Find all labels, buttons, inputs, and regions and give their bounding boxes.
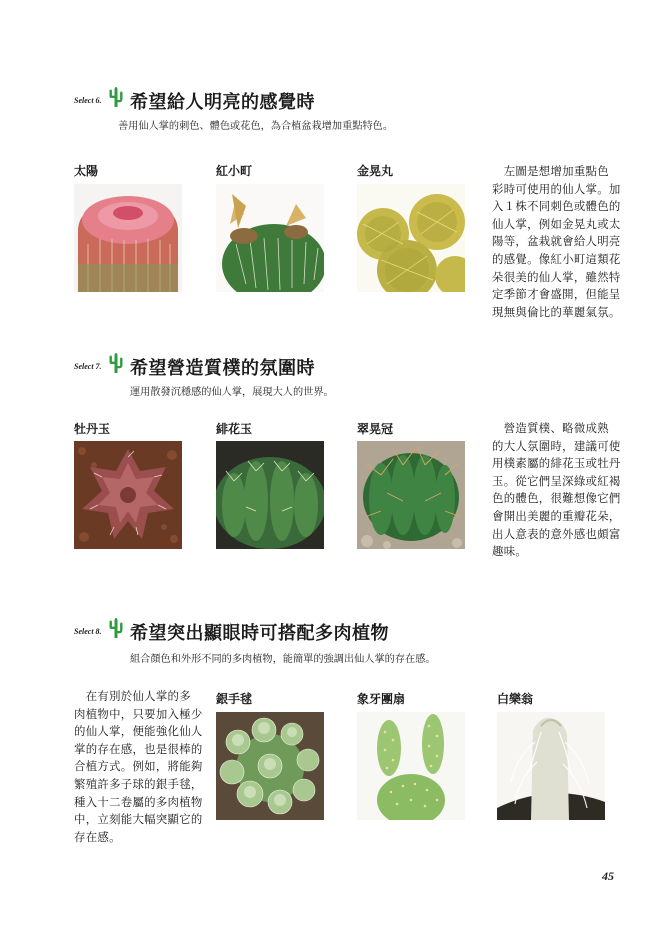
plant-photo-hibanadama <box>216 441 324 549</box>
cactus-icon <box>108 86 124 108</box>
plant-label: 象牙團扇 <box>357 692 406 706</box>
select-label: Select 6. <box>74 96 102 105</box>
plant-photo-benikomachi <box>216 184 324 292</box>
plant-label: 牡丹玉 <box>74 422 111 436</box>
select-label: Select 8. <box>74 627 102 636</box>
plant-photo-zougedanan <box>357 712 465 820</box>
plant-label: 翠晃冠 <box>357 422 394 436</box>
plant-label: 太陽 <box>74 164 99 178</box>
plant-photo-kinkomaru <box>357 184 465 292</box>
plant-photo-botandama <box>74 441 182 549</box>
plant-label: 紅小町 <box>216 164 253 178</box>
plant-photo-suikoukan <box>357 441 465 549</box>
section-paragraph: 在有別於仙人掌的多 肉植物中，只要加入極少 的仙人掌，便能強化仙人 掌的存在感，也是很棒的 合植方式。例如，將能夠 繁殖許多子球的銀手毬， 種入十二卷屬的多肉植物 中，立刻能大幅突顯它的 存在感。 <box>74 689 203 844</box>
section-paragraph: 營造質樸、略微成熟 的大人氛圍時，建議可使 用樸素屬的緋花玉或牡丹 玉。從它們呈深綠或紅褐 色的體色，很難想像它們 會開出美麗的重瓣花朵， 出人意表的意外感也頗富 趣味。 <box>492 421 621 559</box>
section-title: 希望營造質樸的氛圍時 <box>130 358 315 379</box>
section-subtitle: 組合顏色和外形不同的多肉植物，能簡單的強調出仙人掌的存在感。 <box>130 654 436 665</box>
section-paragraph: 左圖是想增加重點色 彩時可使用的仙人掌。加 入１株不同刺色或體色的 仙人掌，例如金晃丸或太 陽等，盆栽就會給人明亮 的感覺。像紅小町這類花 朵很美的仙人掌，雖然特 定季節才會盛開，但能呈 現無與倫比的華麗氣氛。 <box>492 164 621 319</box>
section-subtitle: 善用仙人掌的刺色、體色或花色，為合植盆栽增加重點特色。 <box>118 121 394 132</box>
cactus-icon <box>108 352 124 374</box>
section-title: 希望給人明亮的感覺時 <box>130 92 315 113</box>
plant-photo-hakurakuou <box>497 712 605 820</box>
plant-photo-taiyo <box>74 184 182 292</box>
select-label: Select 7. <box>74 362 102 371</box>
plant-label: 緋花玉 <box>216 422 253 436</box>
plant-label: 銀手毬 <box>216 692 253 706</box>
section-title: 希望突出顯眼時可搭配多肉植物 <box>130 623 389 644</box>
page-number: 45 <box>602 869 614 883</box>
plant-photo-gintemari <box>216 712 324 820</box>
section-subtitle: 運用散發沉穩感的仙人掌，展現大人的世界。 <box>130 387 334 398</box>
plant-label: 白樂翁 <box>497 692 534 706</box>
plant-label: 金晃丸 <box>357 164 394 178</box>
cactus-icon <box>108 617 124 639</box>
